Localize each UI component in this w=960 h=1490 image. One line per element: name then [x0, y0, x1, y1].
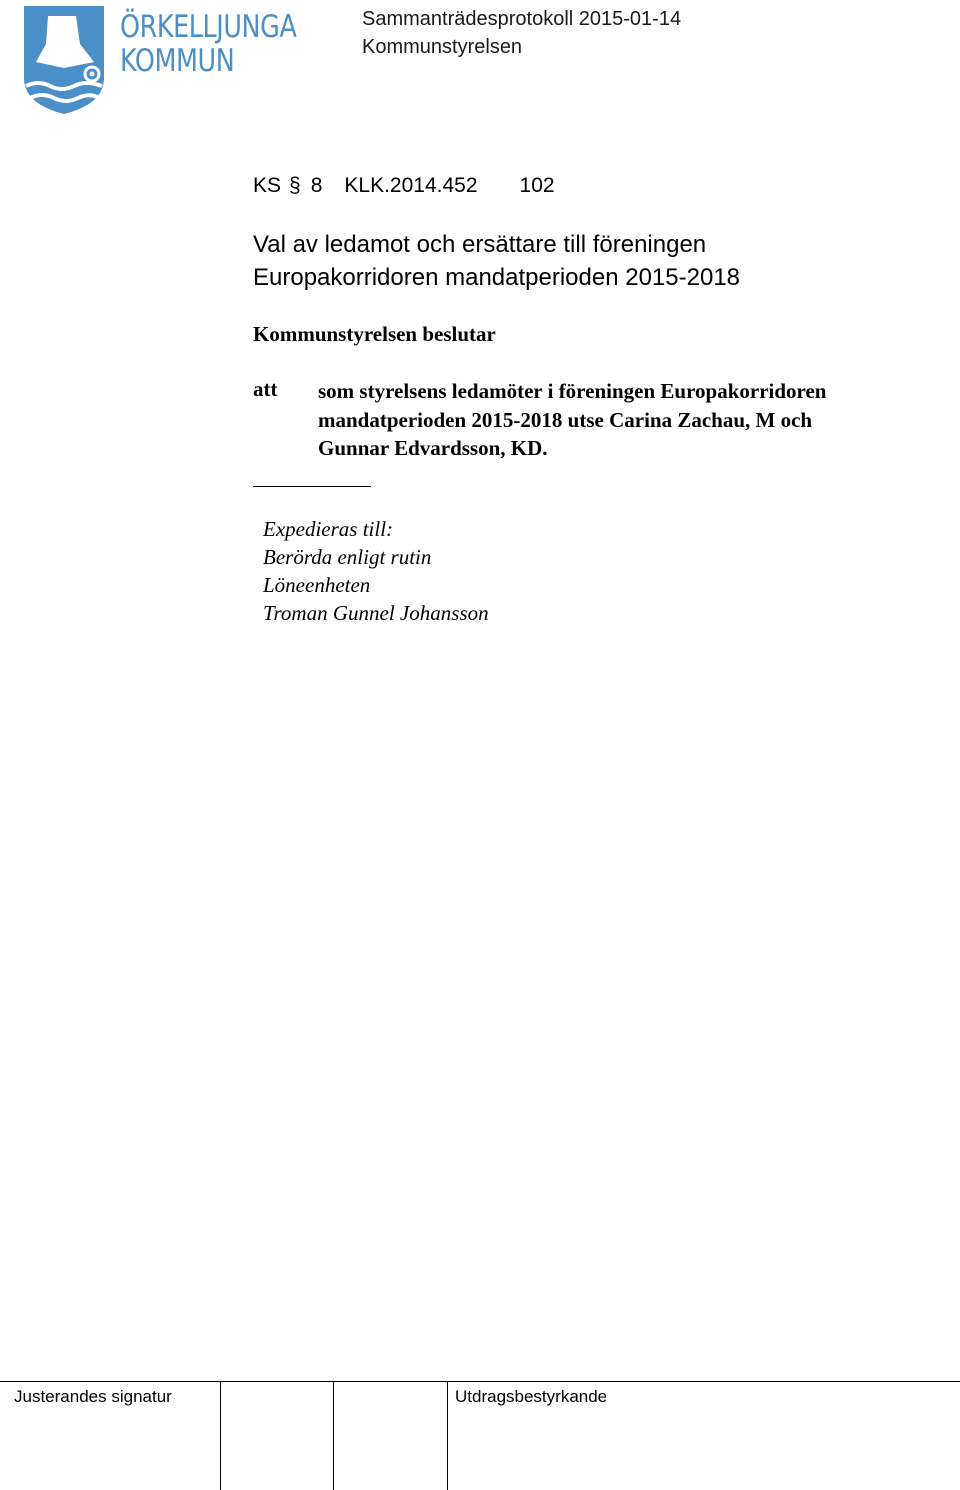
page-header [362, 5, 681, 61]
certification-box [447, 1382, 448, 1490]
paragraph-reference [253, 174, 555, 198]
logo-line-1: ÖRKELLJUNGA [120, 9, 297, 45]
item-title-line-1: Val av ledamot och ersättare till föreningen [253, 231, 707, 258]
distribution-item: Troman Gunnel Johansson [263, 601, 489, 625]
decision-text [318, 377, 918, 463]
distribution-item: Berörda enligt rutin [263, 545, 432, 569]
paragraph-number: 8 [310, 174, 323, 197]
bell-shield-icon [18, 4, 110, 116]
item-title [253, 228, 740, 294]
logo-wordmark [120, 10, 296, 78]
distribution-item: Löneenheten [263, 573, 371, 597]
logo-line-2: KOMMUN [120, 43, 235, 79]
decision-line-2: mandatperioden 2015-2018 utse Carina Zachau, M och [318, 407, 813, 432]
signature-box-2 [333, 1382, 334, 1490]
organ-code: KS [253, 174, 282, 197]
archive-code: 102 [519, 174, 555, 197]
distribution-list [263, 515, 489, 627]
item-title-line-2: Europakorridoren mandatperioden 2015-2018 [253, 264, 741, 291]
section-sign: § [289, 174, 301, 197]
signature-box-1 [220, 1382, 221, 1490]
signature-label: Justerandes signatur [14, 1387, 172, 1406]
decision-heading: Kommunstyrelsen beslutar [253, 322, 496, 346]
decision-line-1: som styrelsens ledamöter i föreningen Europakorridoren [318, 379, 827, 403]
protocol-title: Sammanträdesprotokoll 2015-01-14 [362, 8, 682, 30]
diary-number: KLK.2014.452 [344, 174, 478, 197]
certification-label: Utdragsbestyrkande [455, 1387, 608, 1406]
municipality-logo [18, 4, 318, 116]
divider [253, 486, 371, 487]
committee-name: Kommunstyrelsen [362, 36, 523, 58]
att-label: att [253, 377, 278, 401]
distribution-heading: Expedieras till: [263, 517, 394, 541]
signature-footer [0, 1381, 960, 1490]
decision-line-3: Gunnar Edvardsson, KD. [318, 436, 548, 460]
